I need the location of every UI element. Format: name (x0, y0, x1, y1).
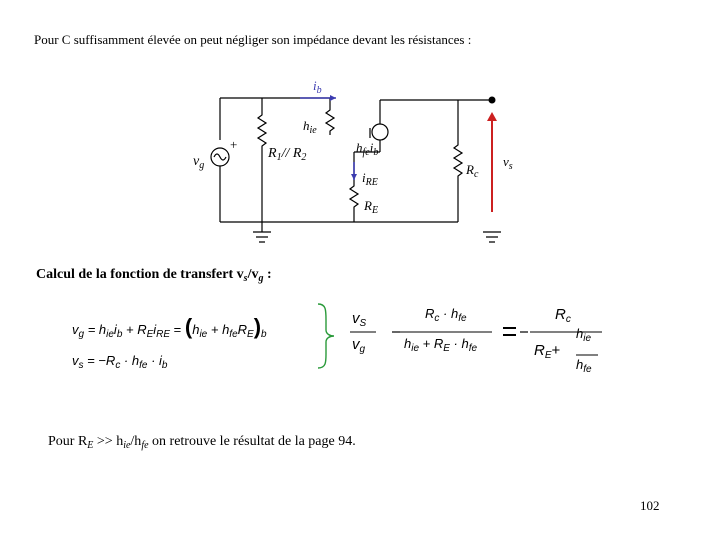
conclusion-text: Pour $R_E >> h_{ie}/h_{fe}$ on retrouve le résultat de la page 94. (48, 434, 356, 451)
r1r2-resistor (258, 98, 266, 222)
frac2-numerator: $R_c \cdot h_{fe}$ (425, 306, 467, 324)
label-ib: $i_b$ (313, 78, 322, 96)
equation-vs: $v_s = -R_c \cdot h_{fe} \cdot i_b$ (72, 353, 168, 371)
equation-vg: $v_g = h_{ie}i_b + R_Ei_{RE} = (h_{ie} + h_{fe}R_E)_b$ (72, 314, 267, 340)
frac1-numerator: $v_S$ (352, 310, 367, 329)
label-r1r2: $R_1//$ $R_2$ (268, 146, 307, 163)
label-vs: $v_s$ (503, 154, 513, 172)
label-re: $R_E$ (364, 198, 379, 216)
current-source-circle (372, 124, 388, 140)
label-hfe-ib: $h_{fe}i_b$ (356, 140, 379, 158)
frac1-denominator: $v_g$ (352, 336, 366, 355)
output-node (489, 97, 496, 104)
frac3-numerator: $R_c$ (555, 306, 571, 325)
label-rc: $R_c$ (466, 162, 479, 180)
label-hie: $h_{ie}$ (303, 118, 317, 136)
label-vg: $v_g$ (193, 154, 205, 171)
page-number: 102 (640, 498, 660, 513)
frac3-inner-denominator: $h_{fe}$ (576, 357, 592, 375)
ground-left (253, 232, 271, 242)
rc-resistor (454, 100, 462, 222)
intro-text: Pour C suffisamment élevée on peut négliger son impédance devant les résistances : (34, 32, 472, 47)
frac2-denominator: $h_{ie} + R_E \cdot h_{fe}$ (404, 336, 478, 354)
hie-resistor (326, 98, 334, 135)
frac3-inner-numerator: $h_{ie}$ (576, 326, 592, 344)
label-ire: $i_{RE}$ (362, 170, 378, 188)
transfer-function-heading: Calcul de la fonction de transfert $v_s/v_g$ : (36, 267, 272, 284)
label-plus: + (230, 137, 238, 152)
circuit-diagram (0, 0, 720, 260)
frac3-denominator-re: $R_E+$ (534, 342, 561, 361)
ground-right (483, 232, 501, 242)
